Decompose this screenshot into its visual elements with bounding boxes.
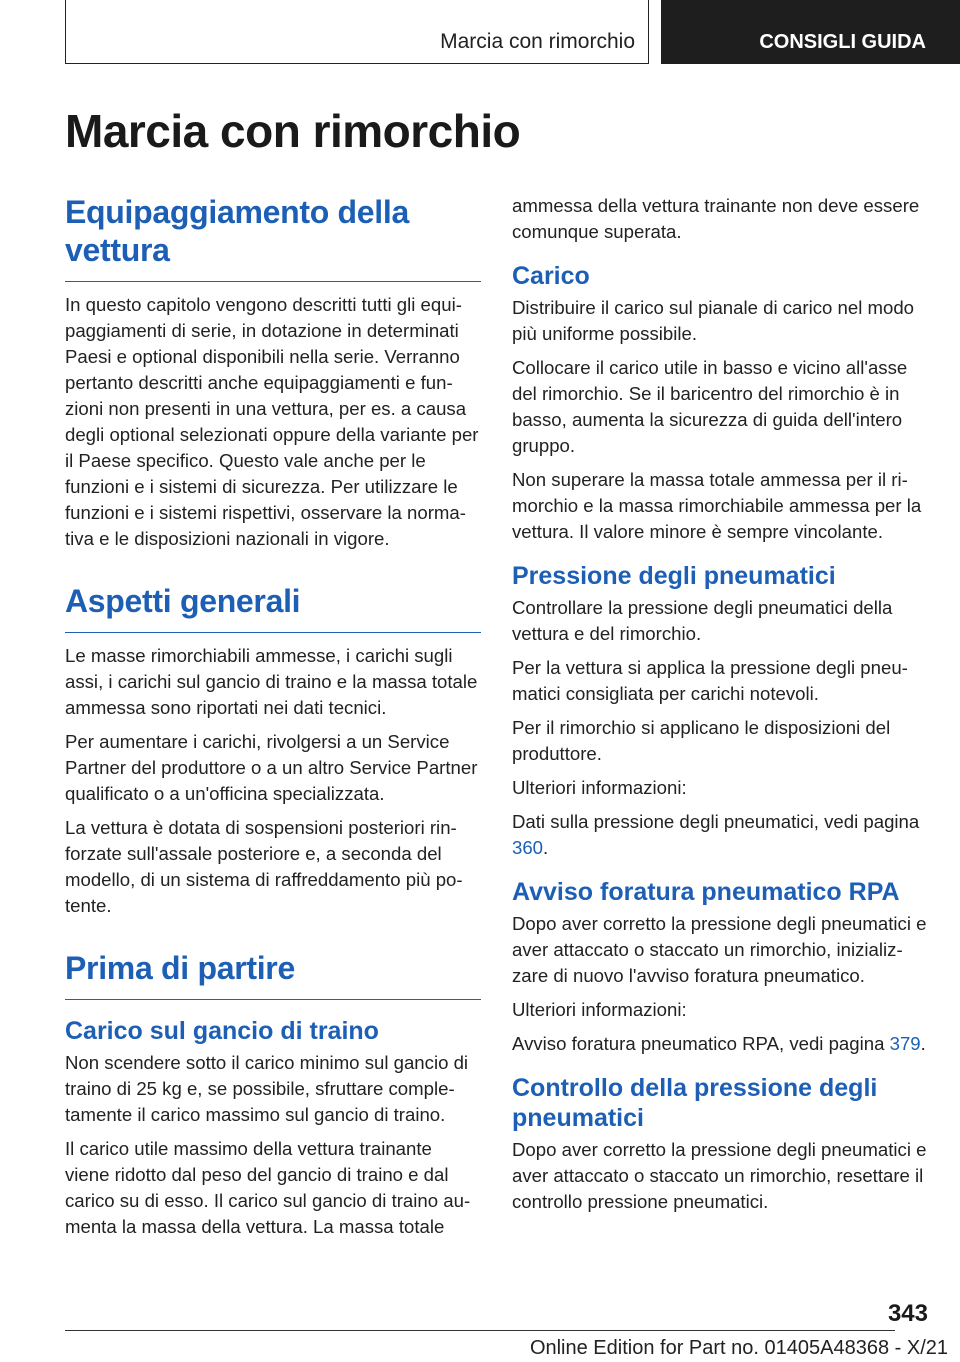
pressure-page-link[interactable]: 360 — [512, 837, 544, 858]
footer-edition: Online Edition for Part no. 01405A48368 - X/21 — [529, 1337, 948, 1359]
heading-carico: Carico — [512, 262, 590, 290]
paragraph-rpa-ref: Avviso foratura pneumatico RPA, vedi pagina 379. — [512, 1033, 926, 1054]
paragraph-pressure-3: Per il rimorchio si applicano le disposizioni del produttore. — [512, 717, 891, 764]
paragraph-continued: ammessa della vettura trainante non deve essere comunque superata. — [512, 195, 920, 242]
header-section-title: Marcia con rimorchio — [440, 30, 635, 53]
right-column — [512, 193, 928, 1223]
paragraph-load-2: Collocare il carico utile in basso e vicino all'asse del rimorchio. Se il baricentro del rimorchio è in basso, aumenta la sicurezza di guida dell'intero gruppo. — [512, 357, 908, 456]
paragraph-pressure-more: Ulteriori informazioni: — [512, 777, 687, 798]
heading-controllo-pressione: Controllo della pressione degli pneumatici — [512, 1074, 878, 1132]
heading-pressione: Pressione degli pneumatici — [512, 562, 836, 590]
paragraph-control-1: Dopo aver corretto la pressione degli pneumatici e aver attaccato o staccato un rimorchio, resettare il controllo pressione pneumatici. — [512, 1139, 927, 1212]
heading-carico-gancio: Carico sul gancio di traino — [65, 1017, 379, 1045]
paragraph-load-3: Non superare la massa totale ammessa per il rimorchio e la massa rimorchiabile ammessa per la vettura. Il valore minore è sempre vincolante. — [512, 469, 922, 542]
paragraph-general-2: Per aumentare i carichi, rivolgersi a un Service Partner del produttore o a un altro Service Partner qualificato o a un'officina specializzata. — [65, 731, 478, 804]
heading-aspetti-generali: Aspetti generali — [65, 582, 481, 633]
pressure-ref-text: Dati sulla pressione degli pneumatici, vedi pagina — [512, 811, 920, 832]
heading-rpa: Avviso foratura pneumatico RPA — [512, 878, 900, 906]
left-column — [65, 193, 481, 1248]
rpa-ref-text: Avviso foratura pneumatico RPA, vedi pagina — [512, 1033, 890, 1054]
paragraph-pressure-1: Controllare la pressione degli pneumatici della vettura e del rimorchio. — [512, 597, 893, 644]
footer-divider — [65, 1330, 895, 1331]
paragraph-general-1: Le masse rimorchiabili ammesse, i carichi sugli assi, i carichi sul gancio di traino e la massa totale ammessa sono riportati nei dati tecnici. — [65, 645, 478, 718]
paragraph-pressure-ref: Dati sulla pressione degli pneumatici, vedi pagina 360. — [512, 811, 920, 858]
rpa-page-link[interactable]: 379 — [889, 1033, 921, 1054]
page-number: 343 — [887, 1300, 928, 1327]
paragraph-rpa-1: Dopo aver corretto la pressione degli pneumatici e aver attaccato o staccato un rimorchio, inizializzare di nuovo l'avviso foratura pneumatico. — [512, 913, 927, 986]
paragraph-pressure-2: Per la vettura si applica la pressione degli pneumatici consigliata per carichi notevoli. — [512, 657, 908, 704]
page-title: Marcia con rimorchio — [65, 105, 521, 157]
header-chapter-tab: CONSIGLI GUIDA — [661, 0, 960, 64]
paragraph-rpa-more: Ulteriori informazioni: — [512, 999, 687, 1020]
heading-prima-di-partire: Prima di partire — [65, 949, 481, 1000]
paragraph-equipaggiamento: In questo capitolo vengono descritti tutti gli equipaggiamenti di serie, in dotazione in determinati Paesi e optional disponibili nella serie. Verranno pertanto descritti anche equipaggiamenti e funzioni non presenti in una vettura, per es. a causa degli optional selezionati oppure della variante per il Paese specifico. Questo vale anche per le funzioni e i sistemi di sicurezza. Per utilizzare le funzioni e i sistemi rispettivi, osservare la normativa e le disposizioni nazionali in vigore. — [65, 294, 479, 549]
paragraph-hitch-2: Il carico utile massimo della vettura trainante viene ridotto dal peso del gancio di traino e dal carico su di esso. Il carico sul gancio di traino aumenta la massa della vettura. La massa totale — [65, 1138, 471, 1237]
heading-equipaggiamento: Equipaggiamento della vettura — [65, 193, 481, 282]
paragraph-general-3: La vettura è dotata di sospensioni posteriori rinforzate sull'assale posteriore e, a seconda del modello, di un sistema di raffreddamento più potente. — [65, 817, 463, 916]
paragraph-hitch-1: Non scendere sotto il carico minimo sul gancio di traino di 25 kg e, se possibile, sfruttare completamente il carico massimo sul gancio di traino. — [65, 1052, 469, 1125]
paragraph-load-1: Distribuire il carico sul pianale di carico nel modo più uniforme possibile. — [512, 297, 915, 344]
